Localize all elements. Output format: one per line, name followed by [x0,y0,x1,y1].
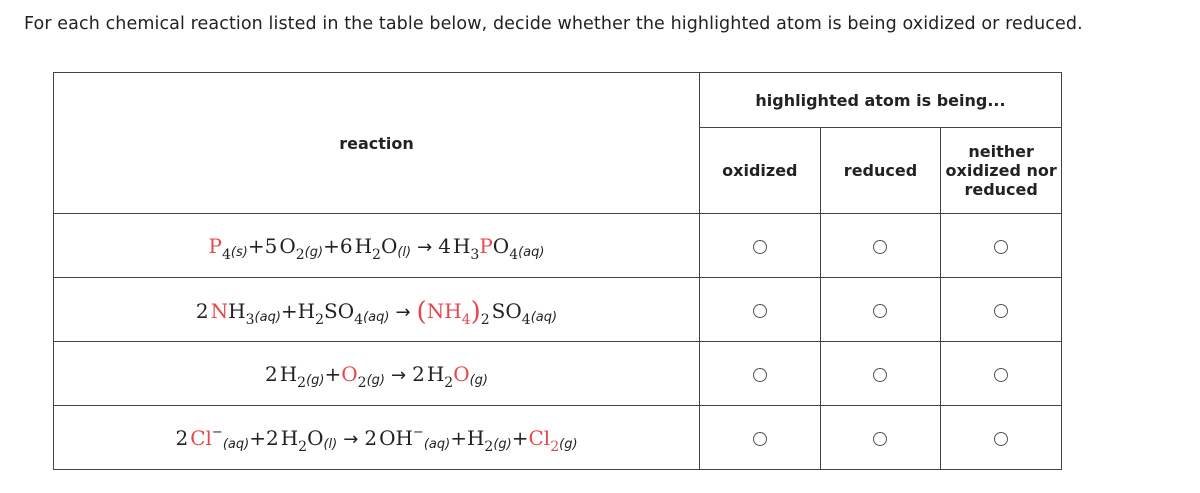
reaction-arrow: → [395,301,411,323]
reaction-arrow: → [343,428,359,450]
table-row [54,406,1062,470]
oxidized-radio[interactable] [700,342,821,406]
reaction-arrow: → [391,364,407,386]
highlighted-atom: N [210,298,229,323]
highlighted-atom: P [479,233,493,258]
highlighted-atom-header: highlighted atom is being... [700,73,1062,128]
radio-button[interactable] [873,368,887,382]
radio-button[interactable] [753,240,767,254]
reaction-equation: 2 Cl−(aq)+2 $H_2O(l) \to 2$ $OH^-(aq)+H_2(g)+Cl_2(g)$ [54,406,700,470]
highlighted-atom: Cl [190,425,212,450]
table-row [54,214,1062,278]
radio-button[interactable] [753,368,767,382]
reaction-column-header: reaction [54,73,700,214]
reduced-column-header: reduced [820,128,941,214]
radio-button[interactable] [753,432,767,446]
neither-radio[interactable] [941,406,1062,470]
instructions-text: For each chemical reaction listed in the table below, decide whether the highlighted atom is being oxidized or reduced. [24,14,1083,34]
highlighted-atom: P [208,233,222,258]
reaction-equation: 2 $NH_3(aq)+H_2SO_4(aq) \to (NH_4)_2$ $SO_4(aq)$ [54,278,700,342]
oxidized-radio[interactable] [700,214,821,278]
neither-column-header [941,128,1062,214]
reduced-radio[interactable] [820,278,941,342]
oxidized-radio[interactable] [700,278,821,342]
neither-radio[interactable] [941,342,1062,406]
radio-button[interactable] [873,304,887,318]
highlighted-atom: O [341,361,358,386]
neither-header-line1: neither [968,142,1034,162]
highlighted-atom: N [426,298,445,323]
radio-button[interactable] [873,432,887,446]
neither-header-line3: reduced [964,180,1038,200]
reaction-table [53,72,1062,470]
highlighted-atom: O [453,361,470,386]
reaction-equation: $P_4(s)+5$ $O_2(g)+6$ $H_2O(l) \to 4$ $H_3PO_4(aq)$ [54,214,700,278]
reduced-radio[interactable] [820,214,941,278]
oxidized-radio[interactable] [700,406,821,470]
radio-button[interactable] [994,368,1008,382]
oxidized-column-header: oxidized [700,128,821,214]
radio-button[interactable] [873,240,887,254]
radio-button[interactable] [753,304,767,318]
reduced-radio[interactable] [820,342,941,406]
neither-radio[interactable] [941,278,1062,342]
table-row [54,342,1062,406]
neither-radio[interactable] [941,214,1062,278]
reaction-arrow: → [417,236,433,258]
table-row [54,278,1062,342]
neither-header-line2: oxidized nor [945,161,1057,181]
radio-button[interactable] [994,240,1008,254]
reduced-radio[interactable] [820,406,941,470]
radio-button[interactable] [994,304,1008,318]
radio-button[interactable] [994,432,1008,446]
highlighted-atom: Cl [528,425,551,450]
reaction-equation: 2 $H_2(g)+O_2(g) \to 2$ $H_2O(g)$ [54,342,700,406]
